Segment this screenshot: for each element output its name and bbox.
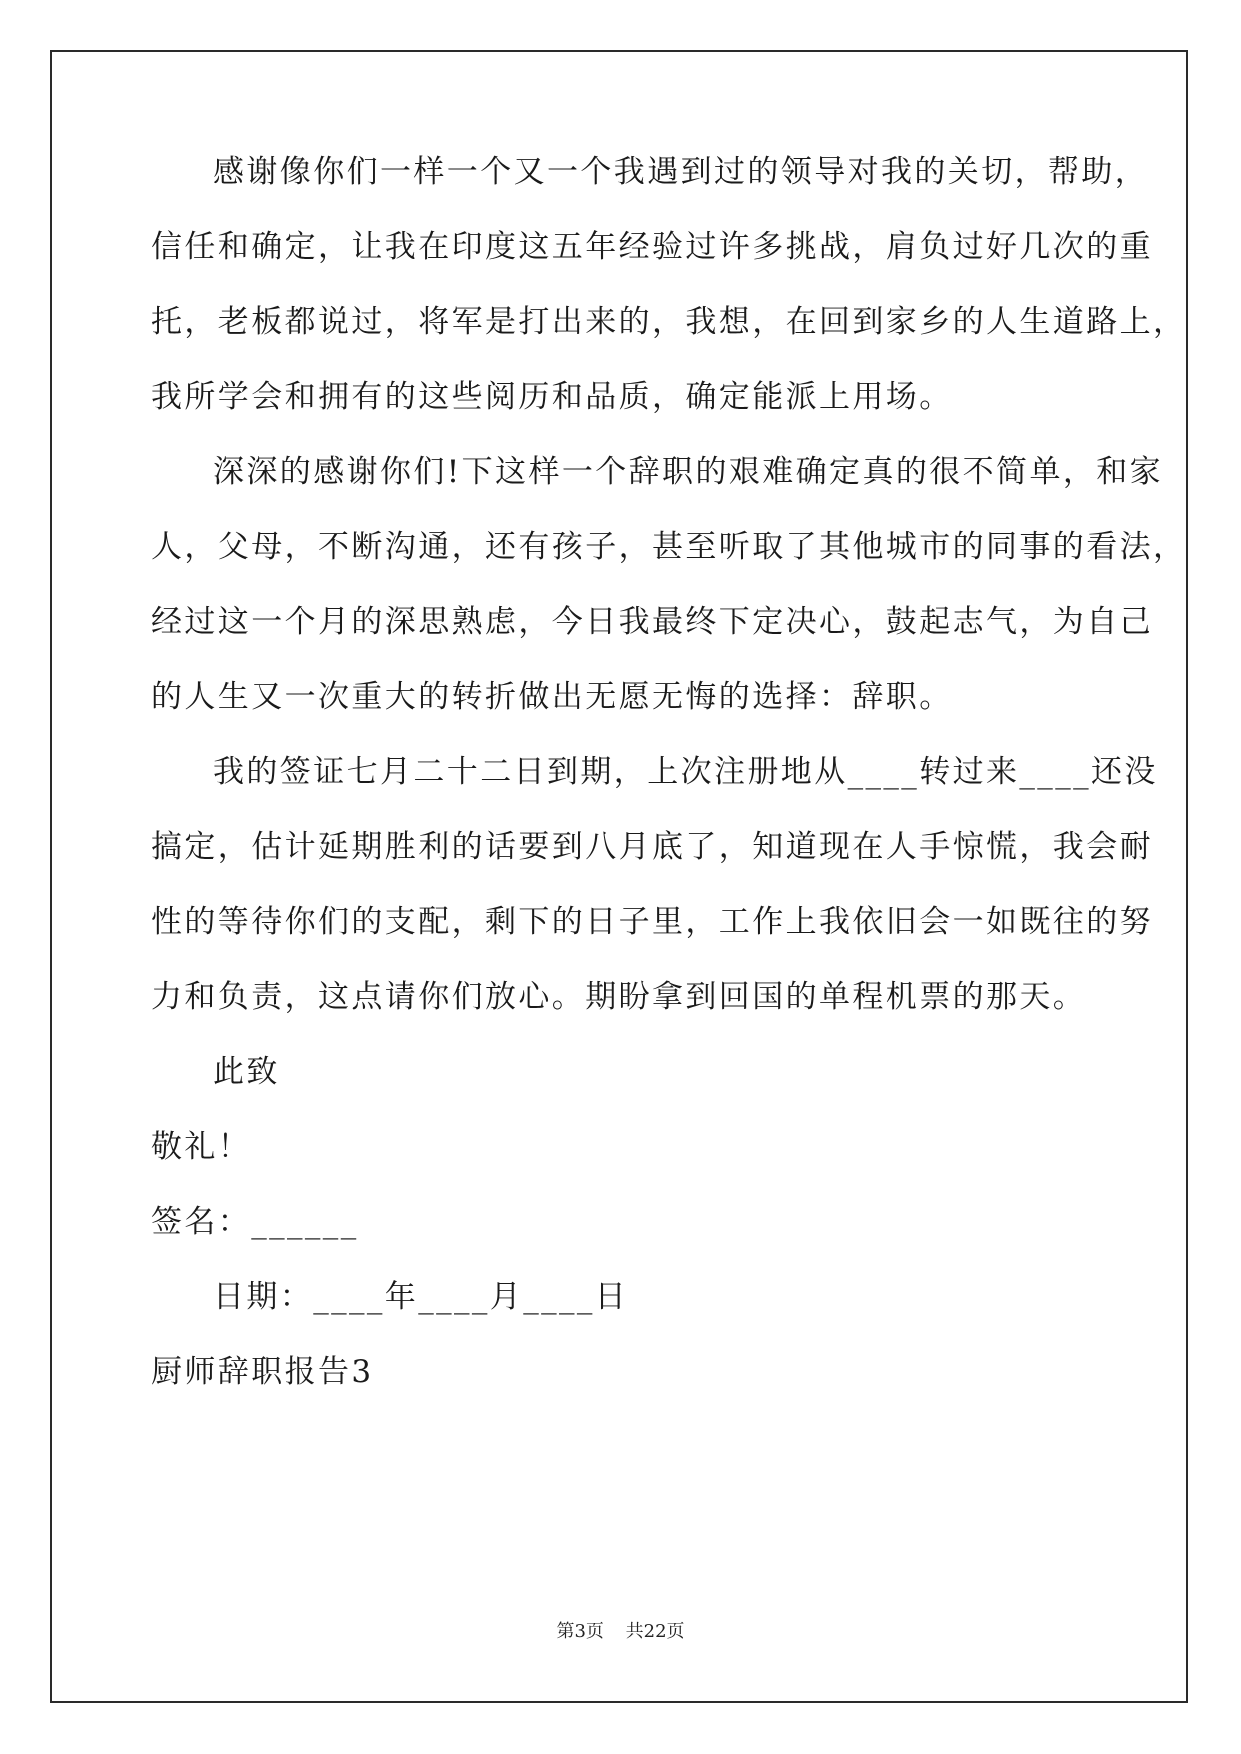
page-number: 第3页	[556, 1621, 604, 1642]
paragraph-line: 人，父母，不断沟通，还有孩子，甚至听取了其他城市的同事的看法，	[151, 529, 1187, 565]
closing-salutation: 此致	[213, 1054, 280, 1090]
closing-regards: 敬礼！	[151, 1129, 252, 1165]
paragraph-line: 深深的感谢你们!下这样一个辞职的艰难确定真的很不简单，和家	[213, 454, 1164, 490]
paragraph-line: 的人生又一次重大的转折做出无愿无悔的选择：辞职。	[151, 679, 953, 715]
paragraph-line: 信任和确定，让我在印度这五年经验过许多挑战，肩负过好几次的重	[151, 229, 1153, 265]
date-line: 日期：____年____月____日	[213, 1279, 629, 1315]
signature-line: 签名：______	[151, 1204, 359, 1240]
paragraph-line: 力和负责，这点请你们放心。期盼拿到回国的单程机票的那天。	[151, 979, 1087, 1015]
paragraph-line: 感谢像你们一样一个又一个我遇到过的领导对我的关切，帮助，	[213, 154, 1149, 190]
paragraph-line: 我所学会和拥有的这些阅历和品质，确定能派上用场。	[151, 379, 953, 415]
page-total: 共22页	[625, 1621, 685, 1642]
page-border	[50, 50, 1188, 1703]
paragraph-line: 搞定，估计延期胜利的话要到八月底了，知道现在人手惊慌，我会耐	[151, 829, 1153, 865]
paragraph-line: 我的签证七月二十二日到期，上次注册地从____转过来____还没	[213, 754, 1158, 790]
page-footer	[0, 1620, 1241, 1644]
section-heading: 厨师辞职报告3	[151, 1354, 374, 1390]
paragraph-line: 性的等待你们的支配，剩下的日子里，工作上我依旧会一如既往的努	[151, 904, 1153, 940]
paragraph-line: 托，老板都说过，将军是打出来的，我想，在回到家乡的人生道路上，	[151, 304, 1187, 340]
paragraph-line: 经过这一个月的深思熟虑，今日我最终下定决心，鼓起志气，为自己	[151, 604, 1153, 640]
